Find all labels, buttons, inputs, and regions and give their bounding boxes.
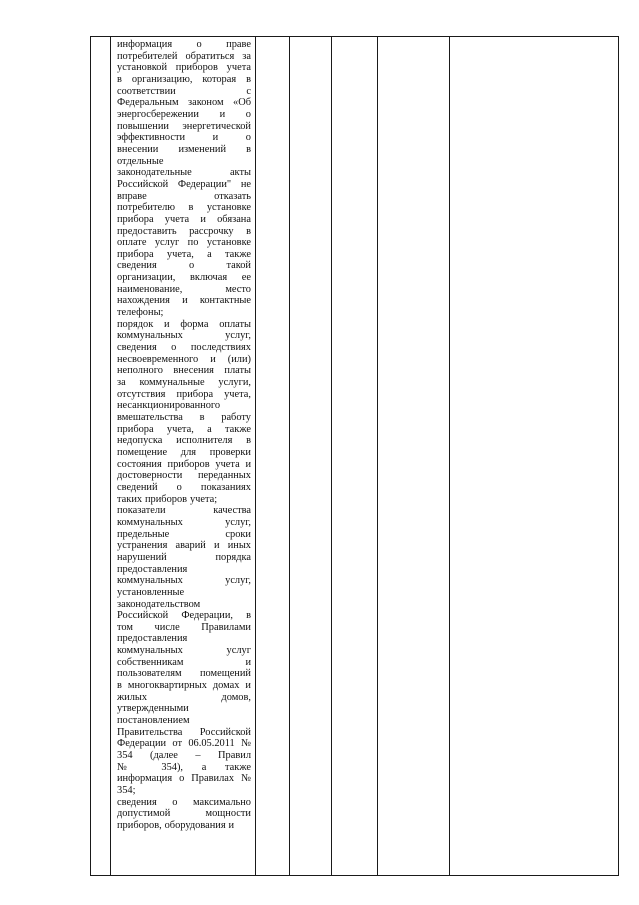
table-row: [91, 37, 619, 876]
text-line: помещение для проверки: [117, 446, 251, 458]
text-line: предоставления: [117, 633, 188, 645]
text-line: вправе отказать: [117, 190, 251, 202]
text-line: недопуска исполнителя в: [117, 435, 251, 447]
text-line: прибора учета, а также: [117, 423, 251, 435]
text-line: предоставить рассрочку в: [117, 225, 251, 237]
information-text: [117, 39, 251, 832]
text-line: отсутствия прибора учета,: [117, 388, 251, 400]
text-line: вмешательства в работу: [117, 412, 251, 423]
text-line: Российской Федерации" не: [117, 178, 251, 190]
text-line: соответствии с: [117, 85, 251, 97]
text-line: наименование, место: [117, 283, 251, 295]
table-cell-empty: [450, 37, 619, 876]
text-line: за коммунальные услуги,: [117, 377, 251, 389]
text-line: постановлением: [117, 715, 190, 727]
text-line: законодательные акты: [117, 167, 251, 179]
text-line: том числе Правилами: [117, 621, 251, 633]
text-line: законодательством: [117, 598, 201, 610]
text-line: установленные: [117, 586, 185, 598]
text-line: нахождения и контактные: [117, 295, 251, 307]
text-line: коммунальных услуг,: [117, 575, 251, 587]
text-line: нарушений порядка: [117, 551, 251, 563]
text-line: собственникам и: [117, 656, 251, 668]
text-line: организации, включая ее: [117, 272, 251, 284]
text-line: Правительства Российской: [117, 726, 251, 738]
text-line: в многоквартирных домах и: [117, 680, 251, 692]
text-line: прибора учета и обязана: [117, 213, 251, 225]
table-cell-information-text: [111, 37, 256, 876]
text-line: эффективности и о: [117, 132, 251, 144]
text-line: повышении энергетической: [117, 120, 251, 132]
text-line: коммунальных услуг,: [117, 330, 251, 342]
text-line: Федеральным законом «Об: [117, 97, 251, 109]
text-line: предельные сроки: [117, 528, 251, 540]
table-cell-empty: [256, 37, 290, 876]
text-line: показатели качества: [117, 505, 251, 517]
text-line: утвержденными: [117, 703, 189, 715]
text-line: Федерации от 06.05.2011 №: [117, 738, 251, 750]
text-line: приборов, оборудования и: [117, 819, 235, 831]
table-cell-empty: [332, 37, 378, 876]
document-table: [90, 36, 619, 876]
text-line: пользователям помещений: [117, 668, 251, 680]
text-line: коммунальных услуг,: [117, 516, 251, 528]
table-cell-empty: [378, 37, 450, 876]
text-line: отдельные: [117, 155, 164, 167]
text-line: 354;: [117, 785, 136, 796]
text-line: несанкционированного: [117, 400, 221, 412]
text-line: неполного внесения платы: [117, 365, 251, 377]
text-line: сведений о показаниях: [117, 481, 251, 493]
text-line: оплате услуг по установке: [117, 237, 251, 249]
text-line: потребителей обратиться за: [117, 50, 251, 62]
text-line: телефоны;: [117, 307, 164, 319]
text-line: достоверности переданных: [117, 470, 251, 482]
text-line: состояния приборов учета и: [117, 458, 251, 470]
text-line: порядок и форма оплаты: [117, 318, 251, 330]
text-line: допустимой мощности: [117, 808, 251, 820]
text-line: коммунальных услуг: [117, 645, 251, 657]
text-line: прибора учета, а также: [117, 248, 251, 260]
text-line: сведения о такой: [117, 260, 251, 272]
table-cell-empty: [290, 37, 332, 876]
text-line: энергосбережении и о: [117, 108, 251, 120]
text-line: 354 (далее – Правил: [117, 750, 251, 762]
text-line: жилых домов,: [117, 691, 251, 703]
text-line: информация о Правилах №: [117, 773, 251, 785]
text-line: сведения о максимально: [117, 796, 251, 808]
table-cell-number: [91, 37, 111, 876]
text-line: предоставления: [117, 563, 188, 575]
text-line: внесении изменений в: [117, 143, 251, 155]
text-line: Российской Федерации, в: [117, 610, 251, 622]
text-line: сведения о последствиях: [117, 342, 251, 354]
text-line: потребителю в установке: [117, 202, 251, 214]
text-line: таких приборов учета;: [117, 493, 218, 505]
text-line: установкой приборов учета: [117, 62, 251, 74]
text-line: в организацию, которая в: [117, 73, 251, 85]
text-line: № 354), а также: [117, 761, 251, 773]
text-line: несвоевременного и (или): [117, 353, 251, 365]
text-line: устранения аварий и иных: [117, 540, 251, 552]
text-line: информация о праве: [117, 39, 251, 50]
